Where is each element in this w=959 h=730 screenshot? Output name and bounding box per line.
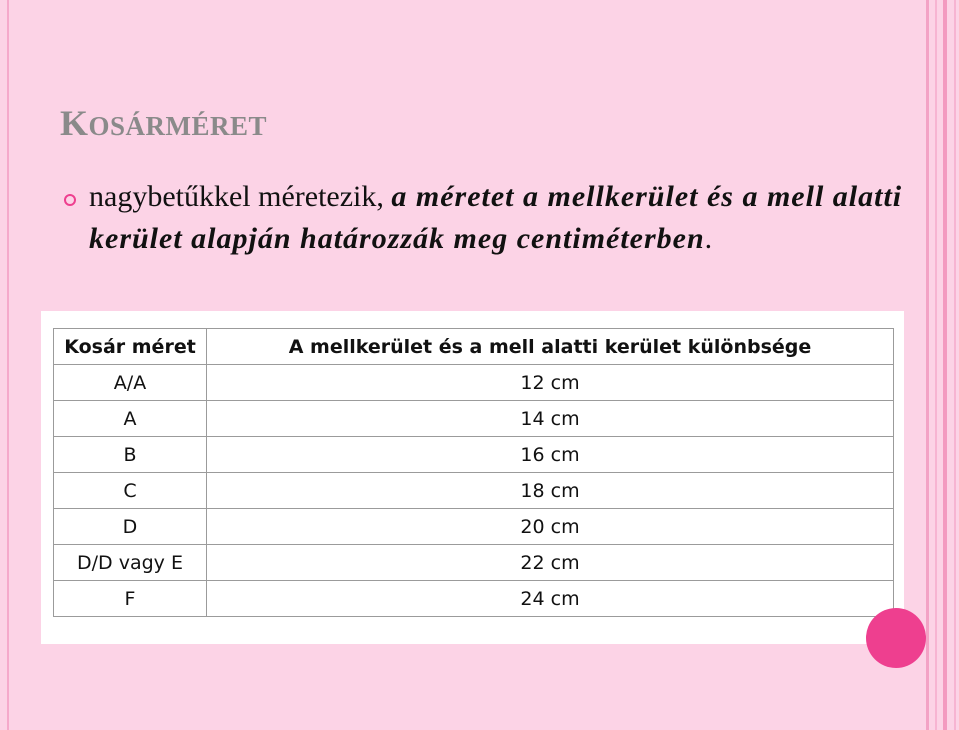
frame-line-left	[7, 0, 9, 730]
bullet-circle-icon	[64, 194, 76, 206]
bullet-text-emphasis: a méretet a mellkerület és a mell alatti kerület alapján határozzák meg centiméterben	[89, 180, 903, 255]
frame-line-right	[943, 0, 947, 730]
frame-line-right	[954, 0, 956, 730]
table-cell: A/A	[54, 365, 207, 401]
table-cell: B	[54, 437, 207, 473]
table-header-cell: A mellkerület és a mell alatti kerület különbsége	[207, 329, 894, 365]
slide-title	[60, 102, 267, 144]
frame-line-right	[926, 0, 929, 730]
table-header-cell: Kosár méret	[54, 329, 207, 365]
table-row	[54, 581, 894, 617]
bullet-text-end: .	[704, 222, 713, 255]
table-cell: 24 cm	[207, 581, 894, 617]
table-cell: F	[54, 581, 207, 617]
table-header-row	[54, 329, 894, 365]
slide-title-initial: K	[60, 103, 89, 143]
table-cell: 18 cm	[207, 473, 894, 509]
decorative-circle	[866, 608, 926, 668]
table-row	[54, 509, 894, 545]
table-cell: 14 cm	[207, 401, 894, 437]
table-row	[54, 365, 894, 401]
bullet-text-plain: nagybetűkkel méretezik,	[89, 180, 392, 213]
cup-size-table	[53, 328, 894, 617]
slide-title-rest: OSÁRMÉRET	[88, 111, 268, 141]
table-row	[54, 545, 894, 581]
table-cell: A	[54, 401, 207, 437]
table-row	[54, 401, 894, 437]
table-image	[41, 311, 904, 644]
table-cell: 16 cm	[207, 437, 894, 473]
table-cell: 12 cm	[207, 365, 894, 401]
table-cell: C	[54, 473, 207, 509]
table-cell: D/D vagy E	[54, 545, 207, 581]
frame-line-right	[935, 0, 937, 730]
bullet-text	[89, 176, 909, 260]
table-cell: D	[54, 509, 207, 545]
table-row	[54, 473, 894, 509]
table-cell: 22 cm	[207, 545, 894, 581]
table-row	[54, 437, 894, 473]
table-cell: 20 cm	[207, 509, 894, 545]
